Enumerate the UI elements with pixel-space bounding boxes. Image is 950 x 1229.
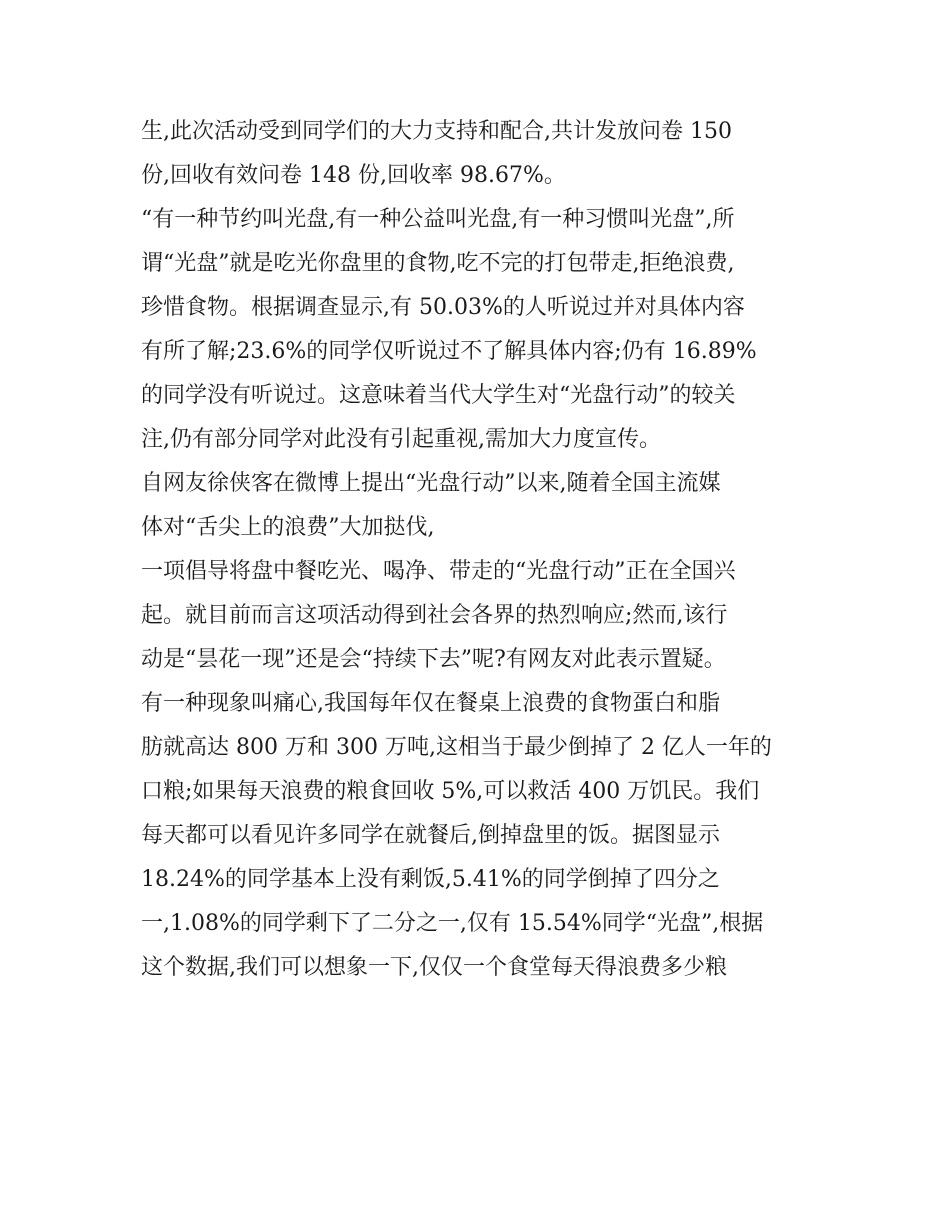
text-line: 有一种现象叫痛心,我国每年仅在餐桌上浪费的食物蛋白和脂	[141, 691, 720, 716]
text-line: 18.24%的同学基本上没有剩饭,5.41%的同学倒掉了四分之	[141, 867, 720, 892]
text-line: 肪就高达 800 万和 300 万吨,这相当于最少倒掉了 2 亿人一年的	[141, 735, 772, 760]
text-line: 口粮;如果每天浪费的粮食回收 5%,可以救活 400 万饥民。我们	[141, 779, 760, 804]
text-line: 这个数据,我们可以想象一下,仅仅一个食堂每天得浪费多少粮	[141, 955, 727, 980]
text-line: 起。就目前而言这项活动得到社会各界的热烈响应;然而,该行	[141, 603, 728, 628]
text-line: 注,仍有部分同学对此没有引起重视,需加大力度宣传。	[141, 427, 661, 452]
text-line: 谓“光盘”就是吃光你盘里的食物,吃不完的打包带走,拒绝浪费,	[141, 251, 735, 276]
text-line: 珍惜食物。根据调查显示,有 50.03%的人听说过并对具体内容	[141, 295, 745, 320]
text-line: 有所了解;23.6%的同学仅听说过不了解具体内容;仍有 16.89%	[141, 339, 757, 364]
text-line: “有一种节约叫光盘,有一种公益叫光盘,有一种习惯叫光盘”,所	[141, 207, 735, 232]
text-line: 的同学没有听说过。这意味着当代大学生对“光盘行动”的较关	[141, 383, 736, 408]
text-line: 自网友徐侠客在微博上提出“光盘行动”以来,随着全国主流媒	[141, 471, 721, 496]
text-line: 份,回收有效问卷 148 份,回收率 98.67%。	[141, 163, 566, 188]
text-line: 动是“昙花一现”还是会“持续下去”呢?有网友对此表示置疑。	[141, 647, 726, 672]
body-text	[141, 110, 821, 990]
text-line: 每天都可以看见许多同学在就餐后,倒掉盘里的饭。据图显示	[141, 823, 720, 848]
text-line: 体对“舌尖上的浪费”大加挞伐,	[141, 515, 435, 540]
text-line: 一,1.08%的同学剩下了二分之一,仅有 15.54%同学“光盘”,根据	[141, 911, 764, 936]
text-line: 一项倡导将盘中餐吃光、喝净、带走的“光盘行动”正在全国兴	[141, 559, 736, 584]
text-line: 生,此次活动受到同学们的大力支持和配合,共计发放问卷 150	[141, 119, 732, 144]
